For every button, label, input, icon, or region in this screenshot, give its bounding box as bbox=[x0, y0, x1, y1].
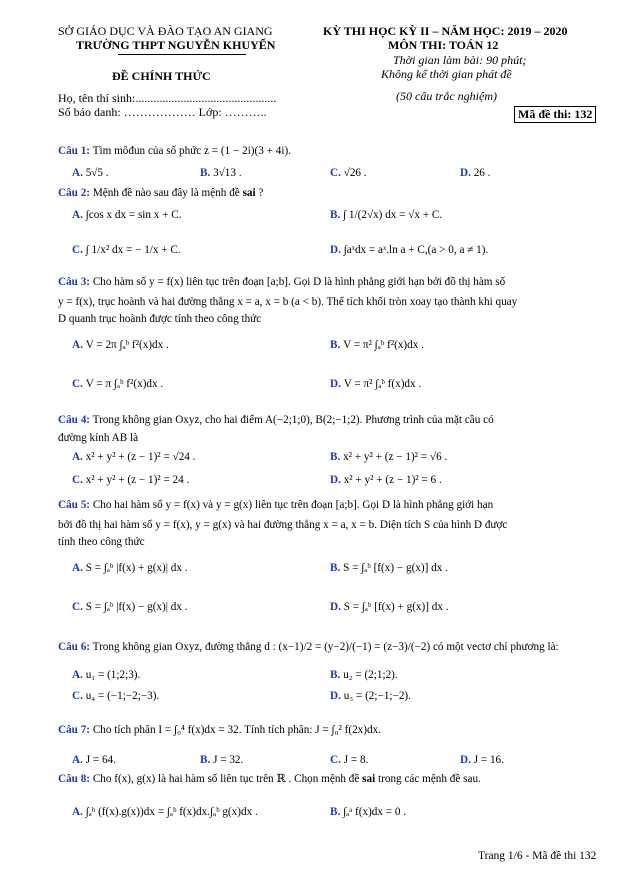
option-text: J = 32. bbox=[213, 754, 244, 766]
option-text: J = 16. bbox=[473, 754, 504, 766]
q5-option-b bbox=[330, 560, 448, 576]
option-letter: A. bbox=[72, 669, 86, 681]
q1-option-b bbox=[200, 165, 242, 181]
q5-option-d bbox=[330, 599, 449, 615]
option-letter: C. bbox=[330, 754, 344, 766]
exam-title: KỲ THI HỌC KỲ II – NĂM HỌC: 2019 – 2020 bbox=[323, 24, 568, 38]
option-letter: B. bbox=[200, 754, 214, 766]
option-letter: C. bbox=[72, 690, 86, 702]
q3-text-line3: D quanh trục hoành được tính theo công thức bbox=[58, 313, 262, 325]
exam-time: Thời gian làm bài: 90 phút; bbox=[393, 53, 527, 67]
option-text: x² + y² + (z − 1)² = 24 . bbox=[85, 474, 190, 486]
q5-option-a bbox=[72, 560, 188, 576]
option-letter: B. bbox=[330, 806, 344, 818]
option-text: ∫ 1/(2√x) dx = √x + C. bbox=[343, 209, 443, 221]
question-label: Câu 6: bbox=[58, 641, 91, 653]
option-text: S = ∫ₐᵇ [f(x) + g(x)] dx . bbox=[343, 601, 449, 613]
q2-option-d bbox=[330, 242, 488, 258]
q1-option-d bbox=[460, 165, 490, 181]
option-letter: B. bbox=[330, 339, 344, 351]
question-text: Mệnh đề nào sau đây là mệnh đề bbox=[92, 187, 243, 199]
candidate-id-line: Số báo danh: ……………… Lớp: ……….. bbox=[58, 105, 267, 119]
question-text-end: ? bbox=[255, 187, 264, 199]
question-label: Câu 8: bbox=[58, 773, 91, 785]
exam-code-box: Mã đề thi: 132 bbox=[514, 106, 596, 123]
option-text: ∫ₐᵃ f(x)dx = 0 . bbox=[343, 806, 407, 818]
question-3 bbox=[58, 274, 505, 290]
q5-option-c bbox=[72, 599, 188, 615]
q4-option-a bbox=[72, 449, 195, 465]
option-text: S = ∫ₐᵇ |f(x) + g(x)| dx . bbox=[85, 562, 188, 574]
option-letter: C. bbox=[72, 601, 86, 613]
question-6 bbox=[58, 639, 559, 655]
q4-option-c bbox=[72, 472, 189, 488]
option-letter: A. bbox=[72, 339, 86, 351]
question-text: Cho hàm số y = f(x) liên tục trên đoạn [a;b]. Gọi D là hình phẳng giới hạn bởi đồ thị hàm số bbox=[92, 276, 506, 288]
q6-option-b bbox=[330, 667, 398, 683]
option-text: V = π ∫ₐᵇ f²(x)dx . bbox=[85, 378, 164, 390]
q7-option-c bbox=[330, 752, 368, 768]
question-text: Trong không gian Oxyz, cho hai điểm A(−2;1;0), B(2;−1;2). Phương trình của mặt cầu có bbox=[92, 414, 494, 426]
option-letter: A. bbox=[72, 167, 86, 179]
option-text: V = π² ∫ₐᵇ f²(x)dx . bbox=[343, 339, 424, 351]
question-text: Cho hai hàm số y = f(x) và y = g(x) liên tục trên đoạn [a;b]. Gọi D là hình phẳng giới hạn bbox=[92, 499, 494, 511]
option-letter: D. bbox=[330, 474, 344, 486]
q7-option-b bbox=[200, 752, 243, 768]
question-text: Tìm môđun của số phức z = (1 − 2i)(3 + 4i). bbox=[92, 145, 291, 157]
option-letter: B. bbox=[330, 562, 344, 574]
candidate-name-line: Họ, tên thí sinh:............................................... bbox=[58, 91, 277, 105]
option-text: u₁ = (1;2;3). bbox=[85, 669, 141, 681]
q4-option-b bbox=[330, 449, 447, 465]
q3-option-a bbox=[72, 337, 169, 353]
q8-option-a bbox=[72, 804, 258, 820]
school-name: TRƯỜNG THPT NGUYỄN KHUYẾN bbox=[76, 38, 276, 52]
option-text: V = π² ∫ₐᵇ f(x)dx . bbox=[343, 378, 422, 390]
option-letter: C. bbox=[72, 244, 86, 256]
q2-option-b bbox=[330, 207, 442, 223]
question-8 bbox=[58, 771, 481, 787]
option-text: 26 . bbox=[473, 167, 491, 179]
question-label: Câu 5: bbox=[58, 499, 91, 511]
official-label: ĐỀ CHÍNH THỨC bbox=[112, 69, 211, 83]
q6-option-c bbox=[72, 688, 159, 704]
option-text: S = ∫ₐᵇ [f(x) − g(x)] dx . bbox=[343, 562, 448, 574]
question-text: Cho f(x), g(x) là hai hàm số liên tục trên ℝ . Chọn mệnh đề bbox=[92, 773, 363, 785]
question-label: Câu 4: bbox=[58, 414, 91, 426]
option-text: √26 . bbox=[343, 167, 367, 179]
question-label: Câu 1: bbox=[58, 145, 91, 157]
option-text: 3√13 . bbox=[213, 167, 242, 179]
question-7 bbox=[58, 722, 381, 738]
option-letter: C. bbox=[72, 378, 86, 390]
q2-option-a bbox=[72, 207, 182, 223]
option-text: J = 64. bbox=[85, 754, 116, 766]
question-5 bbox=[58, 497, 493, 513]
q3-option-c bbox=[72, 376, 163, 392]
option-letter: D. bbox=[330, 378, 344, 390]
q4-option-d bbox=[330, 472, 442, 488]
option-letter: A. bbox=[72, 754, 86, 766]
question-text-end: trong các mệnh đề sau. bbox=[375, 773, 481, 785]
option-text: x² + y² + (z − 1)² = √24 . bbox=[85, 451, 196, 463]
school-underline bbox=[118, 54, 246, 55]
question-count: (50 câu trắc nghiệm) bbox=[396, 89, 497, 103]
q8-option-b bbox=[330, 804, 406, 820]
option-text: 5√5 . bbox=[85, 167, 109, 179]
q2-option-c bbox=[72, 242, 181, 258]
q6-option-d bbox=[330, 688, 411, 704]
option-letter: C. bbox=[72, 474, 86, 486]
option-letter: A. bbox=[72, 451, 86, 463]
question-2 bbox=[58, 185, 263, 201]
q7-option-a bbox=[72, 752, 116, 768]
option-letter: D. bbox=[330, 601, 344, 613]
q7-option-d bbox=[460, 752, 504, 768]
question-label: Câu 3: bbox=[58, 276, 91, 288]
question-emphasis: sai bbox=[362, 773, 376, 785]
department-name: SỞ GIÁO DỤC VÀ ĐÀO TẠO AN GIANG bbox=[58, 24, 273, 38]
question-text: Cho tích phân I = ∫₀⁴ f(x)dx = 32. Tính tích phân: J = ∫₀² f(2x)dx. bbox=[92, 724, 381, 736]
exam-time-note: Không kể thời gian phát đề bbox=[381, 67, 512, 81]
q5-text-line2: bởi đồ thị hai hàm số y = f(x), y = g(x) và hai đường thẳng x = a, x = b. Diện tích S của hình D được bbox=[58, 519, 508, 531]
option-text: ∫ 1/x² dx = − 1/x + C. bbox=[85, 244, 181, 256]
option-letter: D. bbox=[460, 754, 474, 766]
q3-option-b bbox=[330, 337, 424, 353]
option-letter: D. bbox=[330, 244, 344, 256]
question-1 bbox=[58, 143, 291, 159]
option-letter: B. bbox=[200, 167, 214, 179]
option-text: S = ∫ₐᵇ |f(x) − g(x)| dx . bbox=[85, 601, 188, 613]
question-label: Câu 7: bbox=[58, 724, 91, 736]
option-letter: A. bbox=[72, 209, 86, 221]
question-emphasis: sai bbox=[242, 187, 256, 199]
option-letter: C. bbox=[330, 167, 344, 179]
option-letter: B. bbox=[330, 451, 344, 463]
option-letter: A. bbox=[72, 806, 86, 818]
page-footer: Trang 1/6 - Mã đề thi 132 bbox=[478, 850, 597, 862]
option-letter: B. bbox=[330, 209, 344, 221]
q6-option-a bbox=[72, 667, 140, 683]
q1-option-c bbox=[330, 165, 367, 181]
option-letter: B. bbox=[330, 669, 344, 681]
q5-text-line3: tính theo công thức bbox=[58, 536, 145, 548]
q4-text-line2: đường kính AB là bbox=[58, 432, 139, 444]
option-text: V = 2π ∫ₐᵇ f²(x)dx . bbox=[85, 339, 169, 351]
question-text: Trong không gian Oxyz, đường thẳng d : (x−1)/2 = (y−2)/(−1) = (z−3)/(−2) có một vectơ chỉ phương là: bbox=[92, 641, 559, 653]
option-letter: D. bbox=[460, 167, 474, 179]
option-text: ∫cos x dx = sin x + C. bbox=[85, 209, 182, 221]
option-text: x² + y² + (z − 1)² = 6 . bbox=[343, 474, 442, 486]
option-text: x² + y² + (z − 1)² = √6 . bbox=[343, 451, 448, 463]
option-text: ∫ₐᵇ (f(x).g(x))dx = ∫ₐᵇ f(x)dx.∫ₐᵇ g(x)dx . bbox=[85, 806, 258, 818]
option-text: J = 8. bbox=[343, 754, 369, 766]
option-text: ∫aˣdx = aˣ.ln a + C,(a > 0, a ≠ 1). bbox=[343, 244, 489, 256]
option-text: u₃ = (2;−1;−2). bbox=[343, 690, 411, 702]
option-text: u₄ = (−1;−2;−3). bbox=[85, 690, 160, 702]
exam-subject: MÔN THI: TOÁN 12 bbox=[388, 38, 499, 52]
question-label: Câu 2: bbox=[58, 187, 91, 199]
option-letter: A. bbox=[72, 562, 86, 574]
question-4 bbox=[58, 412, 494, 428]
q3-option-d bbox=[330, 376, 421, 392]
q3-text-line2: y = f(x), trục hoành và hai đường thẳng x = a, x = b (a < b). Thể tích khối tròn xoay tạo thành khi quay bbox=[58, 296, 518, 308]
q1-option-a bbox=[72, 165, 109, 181]
option-text: u₂ = (2;1;2). bbox=[343, 669, 398, 681]
option-letter: D. bbox=[330, 690, 344, 702]
